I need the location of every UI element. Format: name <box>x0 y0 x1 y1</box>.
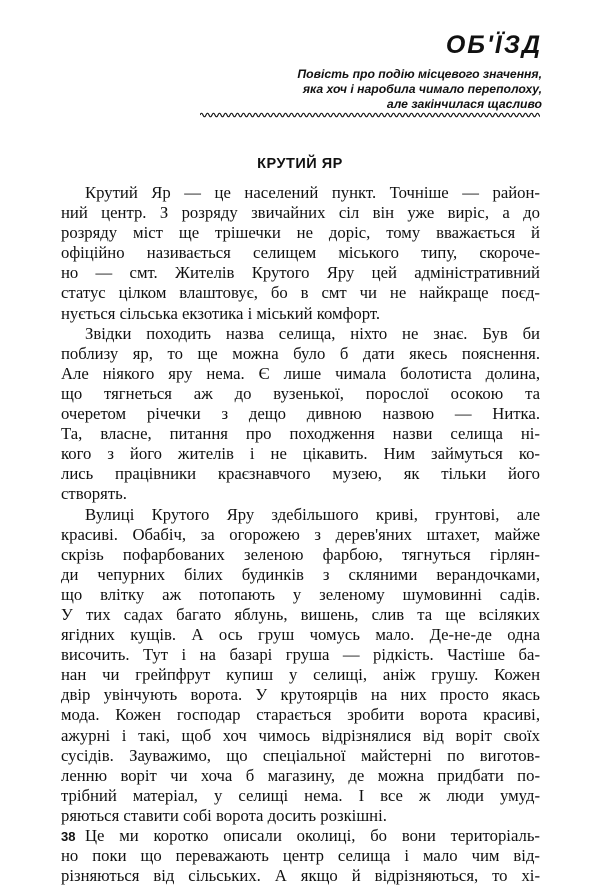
subtitle-line: Повість про подію місцевого значення, <box>297 67 542 81</box>
text-line: розряду міст ще трішечки не доріс, тому вважається й <box>61 223 540 243</box>
text-line: нується сільська екзотика і міський комфорт. <box>61 303 381 323</box>
text-line: двір увінчують ворота. У крутоярців на них просто якась <box>61 685 540 705</box>
text-line: Крутий Яр — це населений пункт. Точніше — район- <box>85 183 540 202</box>
page-header <box>297 30 542 112</box>
text-line: скрізь пофарбованих зеленою фарбою, тягнуться гірлян- <box>61 544 540 564</box>
text-line: що тягнеться аж до вузенької, порослої осокою та <box>61 383 540 403</box>
text-line: трібний матеріал, у селищі нема. І все ж люди умуд- <box>61 785 540 805</box>
text-line: ний центр. З розряду звичайних сіл він уже виріс, а до <box>61 203 540 223</box>
text-line: но — смт. Жителів Крутого Яру цей адміністративний <box>61 263 540 283</box>
wave-divider <box>200 110 540 120</box>
text-line: створять. <box>61 484 127 504</box>
text-line: Це ми коротко описали околиці, бо вони територіаль- <box>85 826 540 845</box>
text-line: кого з його жителів і не цікавить. Ним займуться ко- <box>61 444 540 464</box>
text-line: різняються від сільських. А якщо й відрізняються, то хі- <box>61 866 540 886</box>
text-line: височить. Тут і на базарі груша — рідкість. Частіше ба- <box>61 645 540 665</box>
text-line: ди чепурних білих будинків з скляними верандочками, <box>61 564 540 584</box>
text-line: що влітку аж потопають у зеленому шумовинні садів. <box>61 584 540 604</box>
text-line: ажурні і такі, щоб хоч чимось відрізнялися від воріт своїх <box>61 725 540 745</box>
text-line: нан чи грейпфрут купиш у селищі, аніж грушу. Кожен <box>61 665 540 685</box>
text-line: мода. Кожен господар старається зробити ворота красиві, <box>61 705 540 725</box>
text-line: очеретом річечки з дещо дивною назвою — Нитка. <box>61 404 540 424</box>
text-line: Та, власне, питання про походження назви селища ні- <box>61 424 540 444</box>
chapter-title: КРУТИЙ ЯР <box>257 156 343 172</box>
text-line: лись працівники краєзнавчого музею, як тільки його <box>61 464 540 484</box>
text-line: офіційно називається селищем міського типу, скороче- <box>61 243 540 263</box>
text-line: ряються ставити собі ворота досить розкішні. <box>61 805 387 825</box>
text-line: но поки що переважають центр селища і мало чим від- <box>61 846 540 866</box>
text-line: Вулиці Крутого Яру здебільшого криві, грунтові, але <box>85 504 540 524</box>
text-line: сусідів. Зауважимо, що спеціальної майстерні по виготов- <box>61 745 540 765</box>
text-line: красиві. Обабіч, за огорожею з дерев'яних штахет, майже <box>61 524 540 544</box>
subtitle <box>297 67 542 112</box>
text-line: Але ніякого яру нема. Є лише чимала болотиста долина, <box>61 363 540 383</box>
text-line: ленню воріт чи хоча б магазину, де можна придбати по- <box>61 765 540 785</box>
section-title: ОБ'ЇЗД <box>445 31 542 59</box>
text-line: ягідних кущів. А ось груш чомусь мало. Де-не-де одна <box>61 625 540 645</box>
body-text <box>61 183 540 886</box>
subtitle-line: яка хоч і наробила чимало переполоху, <box>302 82 542 96</box>
text-line: Звідки походить назва селища, ніхто не знає. Був би <box>85 323 540 343</box>
subtitle-line: але закінчилася щасливо <box>386 97 542 111</box>
page-number: 38 <box>61 829 76 844</box>
text-line: У тих садах багато яблунь, вишень, слив та ще всіляких <box>61 604 540 624</box>
text-line: статус цілком влаштовує, бо в смт чи не найкраще поєд- <box>61 283 540 303</box>
text-line: поблизу яр, то ще можна було б дати якесь пояснення. <box>61 343 540 363</box>
